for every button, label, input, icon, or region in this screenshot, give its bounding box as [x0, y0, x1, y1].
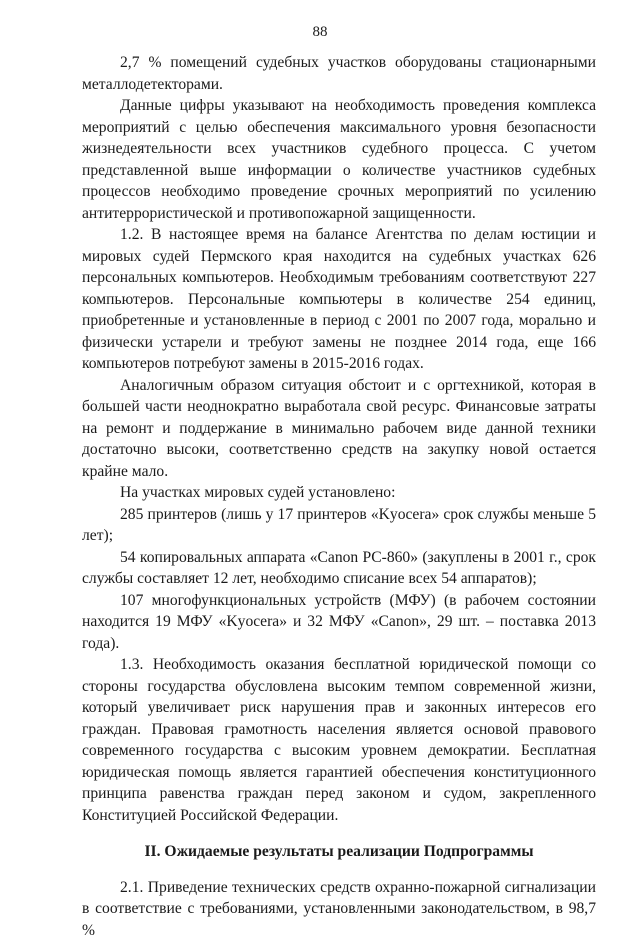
paragraph-office-equipment: Аналогичным образом ситуация обстоит и с оргтехникой, которая в большей части неоднократно выработала свой ресурс. Финансовые затраты на ремонт и поддержание в минимально рабочем виде данной техники достаточно высоки, соответственно средств на закупку новой остается крайне мало. — [82, 375, 596, 483]
paragraph-copiers: 54 копировальных аппарата «Canon PC-860» (закуплены в 2001 г., срок службы составляет 12 лет, необходимо списание всех 54 аппаратов); — [82, 547, 596, 590]
document-body — [82, 52, 596, 941]
paragraph-metal-detectors: 2,7 % помещений судебных участков оборудованы стационарными металлодетекторами. — [82, 52, 596, 95]
page-number: 88 — [0, 24, 640, 41]
paragraph-mfu: 107 многофункциональных устройств (МФУ) (в рабочем состоянии находится 19 МФУ «Kyocera» и 32 МФУ «Canon», 29 шт. – поставка 2013 года). — [82, 590, 596, 655]
paragraph-legal-aid: 1.3. Необходимость оказания бесплатной юридической помощи со стороны государства обусловлена высоким темпом современной жизни, который увеличивает риск нарушения прав и законных интересов его граждан. Правовая грамотность населения является основой правового современного государства с высоким уровнем демократии. Бесплатная юридическая помощь является гарантией обеспечения конституционного принципа равенства граждан перед законом и судом, закрепленного Конституцией Российской Федерации. — [82, 654, 596, 826]
paragraph-installed-intro: На участках мировых судей установлено: — [82, 482, 596, 504]
section-heading: II. Ожидаемые результаты реализации Подпрограммы — [82, 841, 596, 863]
paragraph-security-measures: Данные цифры указывают на необходимость проведения комплекса мероприятий с целью обеспечения максимального уровня безопасности жизнедеятельности всех участников судебного процесса. С учетом представленной выше информации о количестве участников судебных процессов необходимо проведение срочных мероприятий по усилению антитеррористической и противопожарной защищенности. — [82, 95, 596, 224]
paragraph-printers: 285 принтеров (лишь у 17 принтеров «Kyocera» срок службы меньше 5 лет); — [82, 504, 596, 547]
paragraph-computers: 1.2. В настоящее время на балансе Агентства по делам юстиции и мировых судей Пермского края находится на судебных участках 626 персональных компьютеров. Необходимым требованиям соответствуют 227 компьютеров. Персональные компьютеры в количестве 254 единиц, приобретенные и установленные в период с 2001 по 2007 года, морально и физически устарели и требуют замены не позднее 2014 года, еще 166 компьютеров потребуют замены в 2015-2016 годах. — [82, 224, 596, 375]
paragraph-fire-alarm: 2.1. Приведение технических средств охранно-пожарной сигнализации в соответствие с требованиями, установленными законодательством, в 98,7 % — [82, 877, 596, 941]
